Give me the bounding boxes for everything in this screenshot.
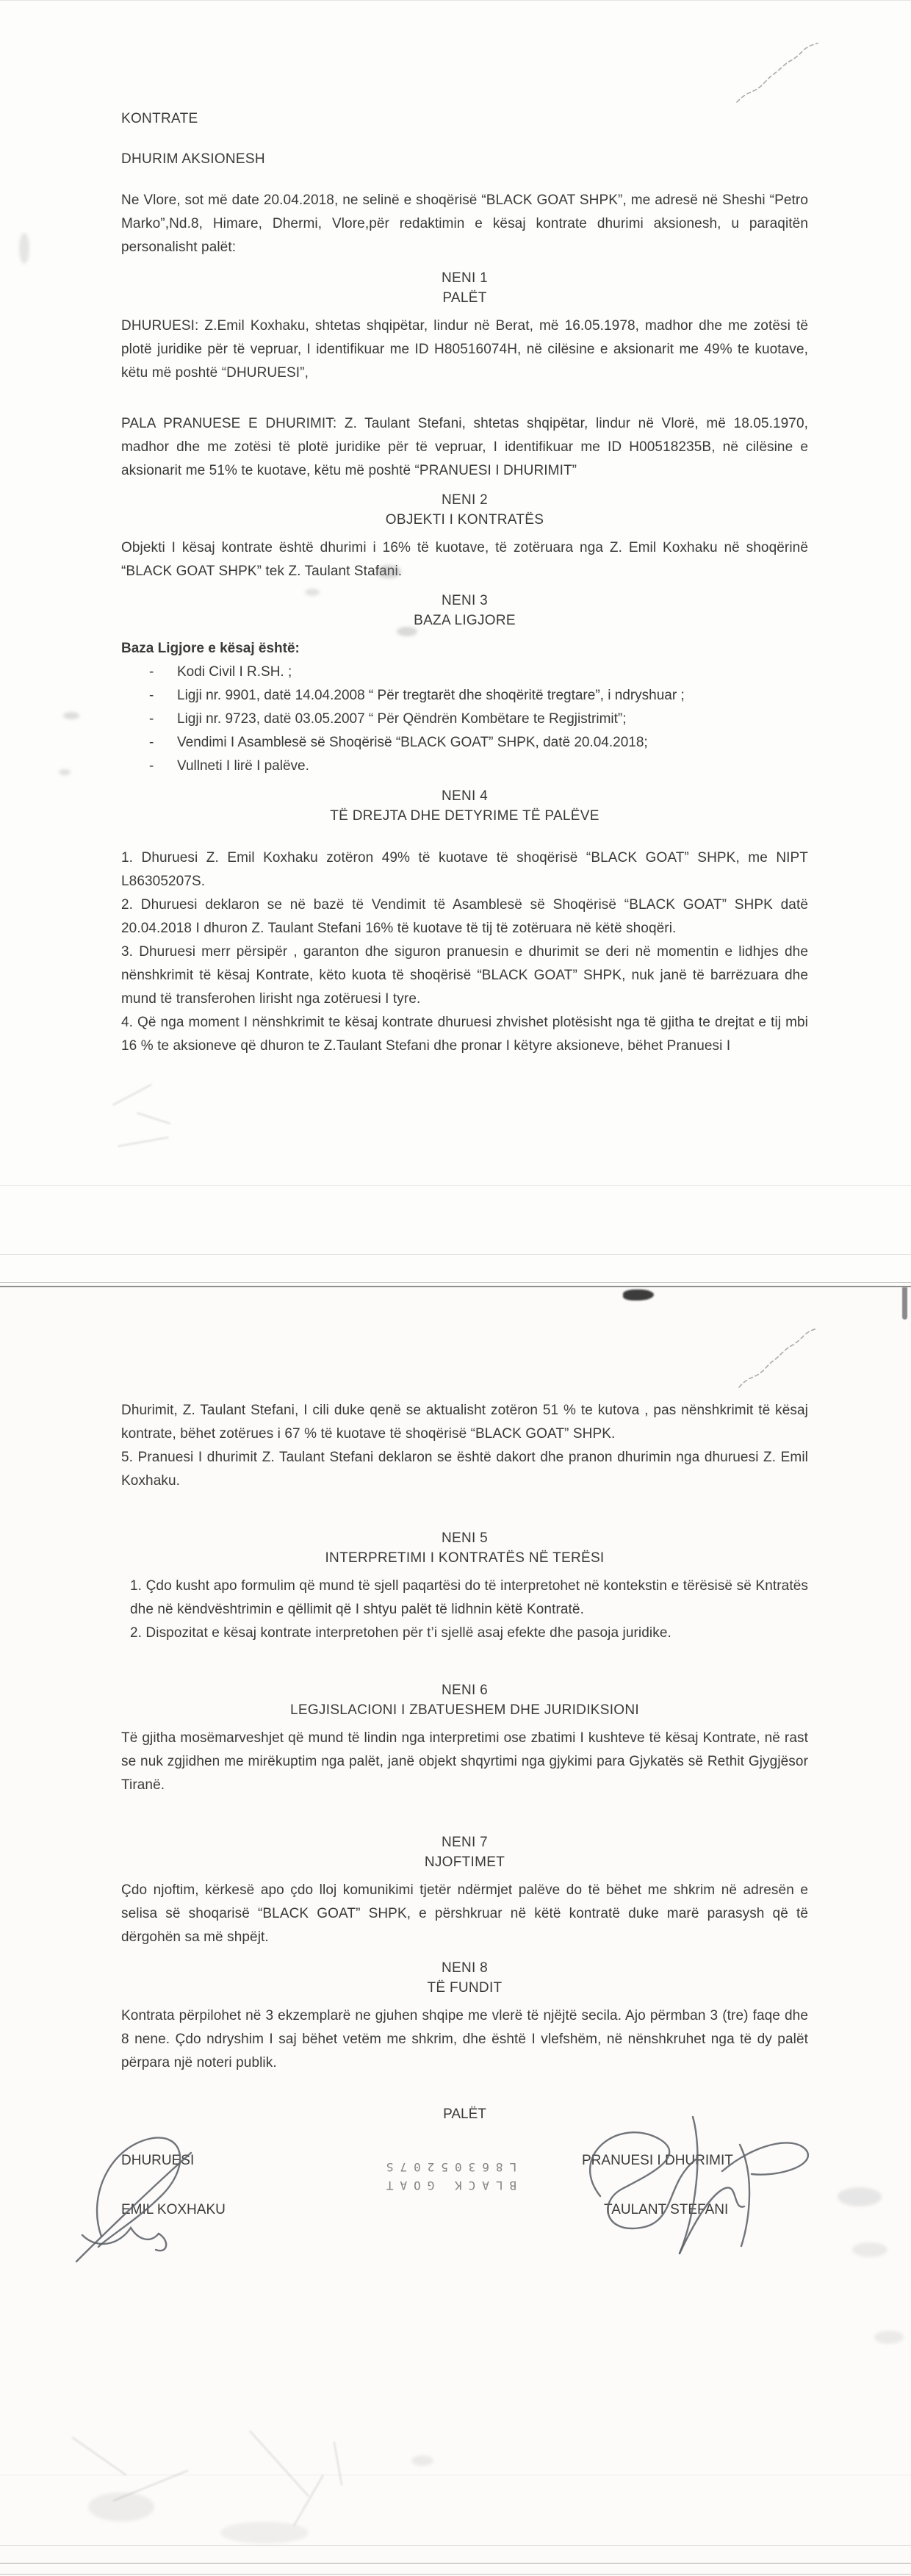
clause-1: 1. Dhuruesi Z. Emil Koxhaku zotëron 49% të kuotave të shoqërisë “BLACK GOAT” SHPK, me NIPT L86305207S. [121,850,808,889]
pen-mark [735,1323,823,1392]
dash-marker: - [149,664,154,680]
list-item [121,661,808,684]
final-paragraph: Kontrata përpilohet në 3 ekzemplarë ne gjuhen shqipe me vlerë të njëjtë secila. Ajo përmban 3 (tre) faqe dhe 8 nene. Çdo ndryshim I saj bëhet vetëm me shkrim, dhe është I vlefshëm, në nënshkruhet nga të dy palët përpara një noteri publik. [121,2008,808,2070]
donor-name: EMIL KOXHAKU [121,2202,226,2217]
section-neni3-heading [121,591,808,630]
section-number: NENI 7 [441,1835,489,1850]
section-number: NENI 2 [441,492,489,508]
object-paragraph: Objekti I kësaj kontrate është dhurimi i 16% të kuotave, të zotëruara nga Z. Emil Koxhaku në shoqërinë “BLACK GOAT SHPK” tek Z. Taulant Stafani. [121,540,808,579]
donor-role-label: DHURUESI [121,2153,195,2168]
scan-smudge [88,2492,154,2522]
stamp-company-name: BLACK GOAT [379,2179,517,2192]
pencil-scratch [249,2431,309,2497]
scan-smudge [411,2456,433,2466]
dash-marker: - [149,735,154,750]
contract-page-2 [0,1286,911,2576]
parties-label: PALËT [443,2107,486,2122]
section-number: NENI 1 [441,270,489,286]
section-number: NENI 6 [441,1683,489,1698]
recipient-name: TAULANT STEFANI [604,2202,729,2217]
intro-paragraph: Ne Vlore, sot më date 20.04.2018, ne selinë e shoqërisë “BLACK GOAT SHPK”, me adresë në Sheshi “Petro Marko”,Nd.8, Himare, Dhermi, Vlore,për redaktimin e kësaj kontrate dhurimi aksionesh, u paraqitën personalisht palët: [121,193,808,255]
scan-line [0,2574,911,2575]
scan-smudge [19,233,29,264]
list-item-text: Ligji nr. 9723, datë 03.05.2007 “ Për Qëndrën Kombëtare te Regjistrimit”; [177,711,627,727]
section-neni6-heading [121,1680,808,1720]
signature-emil-koxhaku [73,2125,235,2264]
section-title: INTERPRETIMI I KONTRATËS NË TERËSI [325,1550,605,1566]
recipient-paragraph: PALA PRANUESE E DHURIMIT: Z. Taulant Stefani, shtetas shqipëtar, lindur në Vlorë, më 18.05.1970, madhor dhe me zotësi të plotë juridike për të vepruar, I identifikuar me ID H00518235B, në cilësine e aksionarit me 51% te kuotave, këtu më poshtë “PRANUESI I DHURIMIT” [121,416,808,478]
pencil-scratch [334,2442,342,2485]
list-item-text: Vullneti I lirë I palëve. [177,758,309,774]
scan-smudge [59,769,71,775]
pencil-scratch [112,1084,152,1106]
pencil-scratch [137,1112,170,1125]
section-number: NENI 8 [441,1960,489,1976]
list-item-text: Vendimi I Asamblesë së Shoqërisë “BLACK GOAT” SHPK, datë 20.04.2018; [177,735,648,750]
list-item [121,708,808,731]
section-title: BAZA LIGJORE [414,613,516,628]
document-title: KONTRATE [121,111,198,126]
interpretation-clause-2: 2. Dispozitat e kësaj kontrate interpretohen për t’i sjellë asaj efekte dhe pasoja juridike. [130,1625,671,1641]
section-number: NENI 4 [441,788,489,804]
section-neni2-heading [121,490,808,530]
scan-smudge [852,2242,887,2257]
donor-paragraph: DHURUESI: Z.Emil Koxhaku, shtetas shqipëtar, lindur në Berat, më 16.05.1978, madhor dhe me zotësi të plotë juridike për të vepruar, I identifikuar me ID H80516074H, në cilësine e aksionarit me 49% te kuotave, këtu më poshtë “DHURUESI”, [121,318,808,381]
dash-marker: - [149,688,154,703]
list-item-text: Kodi Civil I R.SH. ; [177,664,292,680]
section-title: TË DREJTA DHE DETYRIME TË PALËVE [330,808,599,824]
notices-paragraph: Çdo njoftim, kërkesë apo çdo lloj komunikimi tjetër ndërmjet palëve do të bëhet me shkrim në adresën e selisa së shoqarisë “BLACK GOAT” SHPK, e përshkruar në këtë kontratë duke marë parasysh që të dërgohën sa më shpëjt. [121,1882,808,1945]
scan-smudge [63,712,79,719]
section-title: PALËT [442,290,487,306]
section-title: NJOFTIMET [424,1854,505,1870]
section-neni4-heading [121,786,808,826]
pencil-scratch [72,2436,127,2475]
company-stamp [353,2158,544,2195]
signature-taulant-stefani [555,2107,819,2275]
section-number: NENI 5 [441,1530,489,1546]
scan-edge-mark [902,1287,907,1320]
interpretation-clause-1: 1. Çdo kusht apo formulim që mund të sjell paqartësi do të interpretohet në kontekstin e tërësisë së Kntratës dhe në këndvështrimin e qëllimit që I shtyu palët të lidhnin këtë Kontratë. [130,1578,808,1617]
list-item-text: Ligji nr. 9901, datë 14.04.2008 “ Për tregtarët dhe shoqëritë tregtare”, i ndryshuar ; [177,688,685,703]
scan-smudge [220,2522,309,2544]
pencil-scratch [118,1137,168,1147]
scan-line [0,2545,911,2546]
recipient-role-label: PRANUESI I DHURIMIT [582,2153,733,2168]
jurisdiction-paragraph: Të gjitha mosëmarveshjet që mund të lindin nga interpretimi ose zbatimi I kushteve të kësaj Kontrate, në rast se nuk zgjidhen me mirëkuptim nga palët, janë objekt shqyrtimi nga gjykimi para Gjykatës së Rethit Gjygjësor Tiranë. [121,1730,808,1793]
scan-line [0,1185,911,1186]
pencil-scratch [293,2475,324,2526]
scan-line [0,1282,911,1283]
scan-smudge [305,589,320,596]
section-neni1-heading [121,268,808,308]
stamp-nipt-number: L86305207S [379,2160,517,2174]
section-title: LEGJISLACIONI I ZBATUESHEM DHE JURIDIKSIONI [290,1702,639,1718]
list-item [121,755,808,778]
pen-mark [731,37,827,107]
scan-smudge [838,2187,882,2206]
contract-page-1 [0,0,911,1287]
section-title: TË FUNDIT [427,1980,503,1996]
scan-smudge [874,2331,904,2344]
scan-smudge [397,627,417,636]
scan-line [0,2563,911,2564]
continuation-paragraph: Dhurimit, Z. Taulant Stefani, I cili duke qenë se aktualisht zotëron 51 % te kutova , pas nënshkrimit të kësaj kontrate, bëhet zotërues i 67 % të kuotave të shoqërisë “BLACK GOAT” SHPK. [121,1403,808,1442]
document-subtitle: DHURIM AKSIONESH [121,151,265,167]
section-number: NENI 3 [441,593,489,608]
list-item [121,731,808,755]
clause-5: 5. Pranuesi I dhurimit Z. Taulant Stefani deklaron se është dakort dhe pranon dhurimin nga dhuruesi Z. Emil Koxhaku. [121,1450,808,1489]
legal-basis-lead: Baza Ligjore e kësaj është: [121,641,300,656]
scan-smudge [376,565,401,578]
clause-2: 2. Dhuruesi deklaron se në bazë të Vendimit të Asamblesë së Shoqërisë “BLACK GOAT” SHPK datë 20.04.2018 I dhuron Z. Taulant Stefani 16% të kuotave të tij të zotëruara në këtë shoqëri. [121,897,808,936]
section-neni5-heading [121,1528,808,1568]
legal-basis-list [121,661,808,778]
clause-4: 4. Që nga moment I nënshkrimit te kësaj kontrate dhuruesi zhvishet plotësisht nga të gjitha te drejtat e tij mbi 16 % te aksioneve që dhuron te Z.Taulant Stefani dhe pronar I këtyre aksioneve, bëhet Pranuesi I [121,1015,808,1054]
section-title: OBJEKTI I KONTRATËS [385,512,544,528]
dash-marker: - [149,711,154,727]
section-neni8-heading [121,1958,808,1998]
dash-marker: - [149,758,154,774]
list-item [121,684,808,708]
clause-3: 3. Dhuruesi merr përsipër , garanton dhe siguron pranuesin e dhurimit se deri në momentin e lidhjes dhe nënshkrimit të kësaj Kontrate, këto kuota të shoqërisë “BLACK GOAT” SHPK, nuk janë të barrëzuara dhe mund të transferohen lirisht nga zotëruesi I tyre. [121,944,808,1007]
scan-line [0,1254,911,1255]
section-neni7-heading [121,1832,808,1872]
